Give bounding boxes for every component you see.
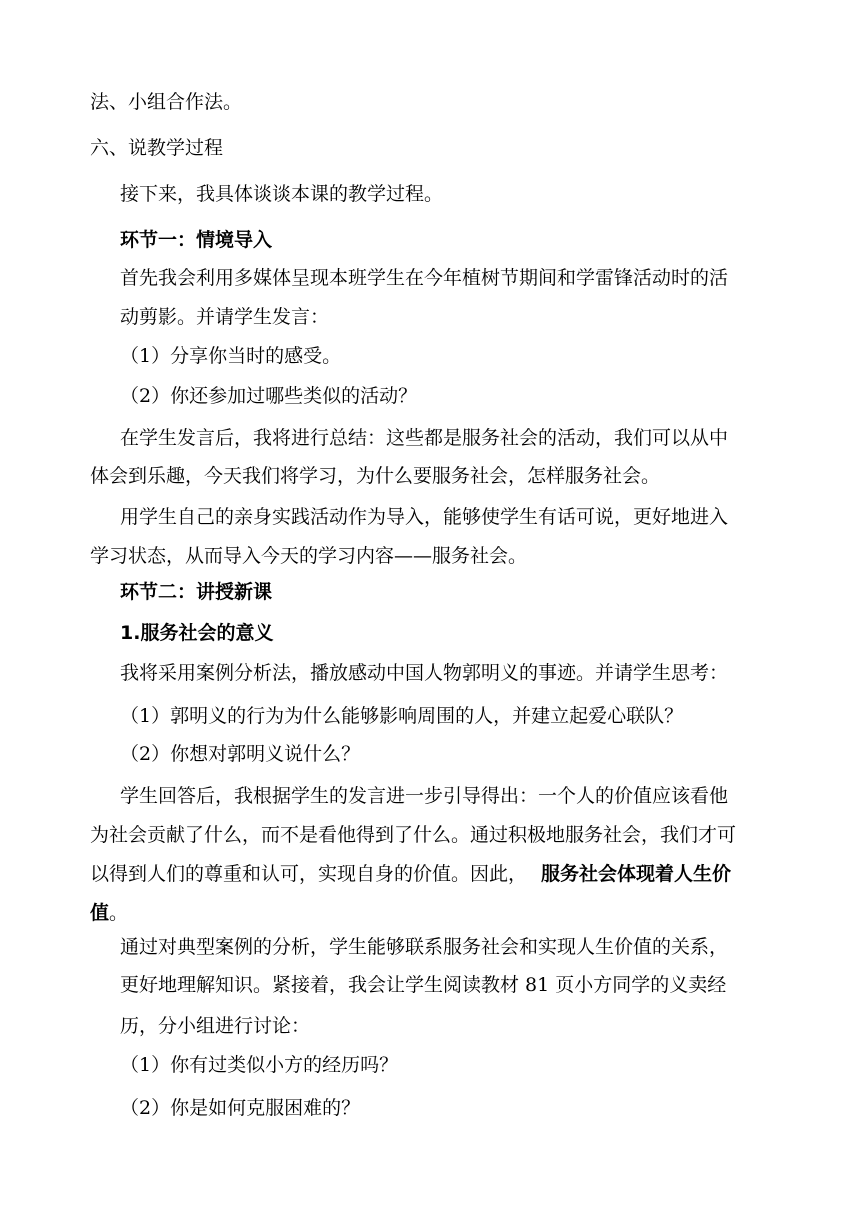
list-item: （1）郭明义的行为为什么能够影响周围的人，并建立起爱心联队？ [120, 705, 684, 727]
paragraph-line: 为社会贡献了什么，而不是看他得到了什么。通过积极地服务社会，我们才可 [90, 824, 737, 846]
list-item: （2）你是如何克服困难的？ [120, 1097, 361, 1119]
paragraph-line [90, 861, 731, 887]
paragraph-line: 用学生自己的亲身实践活动作为导入，能够使学生有话可说，更好地进入 [120, 506, 729, 528]
list-item: （2）你想对郭明义说什么？ [120, 743, 361, 765]
plain-text: 。 [109, 902, 129, 924]
subsection-heading: 1.服务社会的意义 [120, 622, 274, 644]
paragraph-line: 体会到乐趣，今天我们将学习，为什么要服务社会，怎样服务社会。 [90, 465, 661, 487]
paragraph-line: 学习状态，从而导入今天的学习内容——服务社会。 [90, 545, 528, 567]
paragraph-line [90, 900, 128, 926]
emphasized-text: 值 [90, 902, 110, 924]
paragraph-line: 学生回答后，我根据学生的发言进一步引导得出：一个人的价值应该看他 [120, 785, 729, 807]
emphasized-text: 服务社会体现着人生价 [541, 863, 732, 885]
paragraph-line: 我将采用案例分析法，播放感动中国人物郭明义的事迹。并请学生思考： [120, 662, 729, 684]
section-heading: 六、说教学过程 [90, 137, 224, 159]
list-item: （2）你还参加过哪些类似的活动？ [120, 385, 418, 407]
paragraph-line: 动剪影。并请学生发言： [120, 306, 330, 328]
paragraph-line: 历，分小组进行讨论： [120, 1015, 311, 1037]
plain-text: 以得到人们的尊重和认可，实现自身的价值。因此， [90, 863, 528, 885]
paragraph-line: 首先我会利用多媒体呈现本班学生在今年植树节期间和学雷锋活动时的活 [120, 267, 729, 289]
paragraph-line: 在学生发言后，我将进行总结：这些都是服务社会的活动，我们可以从中 [120, 427, 729, 449]
paragraph-line: 更好地理解知识。紧接着，我会让学生阅读教材 81 页小方同学的义卖经 [120, 974, 727, 996]
subsection-heading: 环节一：情境导入 [120, 229, 273, 251]
subsection-heading: 环节二：讲授新课 [120, 581, 273, 603]
paragraph-line: 通过对典型案例的分析，学生能够联系服务社会和实现人生价值的关系， [120, 936, 729, 958]
list-item: （1）你有过类似小方的经历吗？ [120, 1054, 399, 1076]
paragraph-line: 接下来，我具体谈谈本课的教学过程。 [120, 183, 444, 205]
list-item: （1）分享你当时的感受。 [120, 345, 342, 367]
text-line: 法、小组合作法。 [90, 91, 243, 113]
